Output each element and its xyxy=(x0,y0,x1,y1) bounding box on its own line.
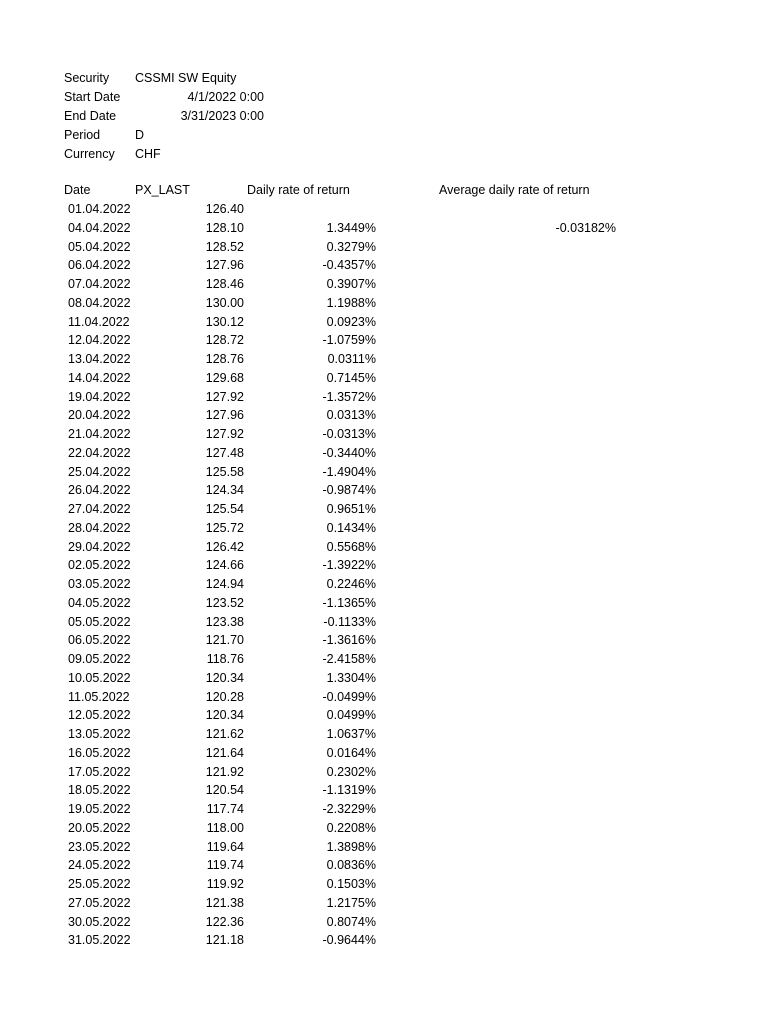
daily-return-cell: -1.3616% xyxy=(322,633,376,648)
px-last-cell: 123.38 xyxy=(205,614,244,629)
date-cell: 21.04.2022 xyxy=(68,427,131,441)
table-row xyxy=(0,238,768,257)
date-cell: 19.05.2022 xyxy=(68,802,131,816)
daily-return-cell: -0.4357% xyxy=(322,258,376,273)
table-row xyxy=(0,406,768,425)
table-row xyxy=(0,331,768,350)
daily-return-cell: -1.1365% xyxy=(322,595,376,610)
date-cell: 02.05.2022 xyxy=(68,558,131,573)
date-cell: 20.05.2022 xyxy=(68,820,131,835)
daily-return-cell: -1.0759% xyxy=(322,333,376,348)
px-last-cell: 121.70 xyxy=(205,633,244,648)
px-last-cell: 127.92 xyxy=(205,427,244,441)
start-date-value: 4/1/2022 0:00 xyxy=(187,90,264,104)
daily-return-cell: -1.3922% xyxy=(322,558,376,573)
date-cell: 09.05.2022 xyxy=(68,652,131,666)
table-row xyxy=(0,669,768,688)
security-row xyxy=(64,69,264,88)
date-cell: 25.05.2022 xyxy=(68,877,131,891)
px-last-cell: 124.66 xyxy=(205,558,244,573)
px-last-cell: 125.58 xyxy=(205,464,244,479)
table-row xyxy=(0,875,768,894)
daily-return-cell: -0.1133% xyxy=(323,614,376,629)
date-cell: 14.04.2022 xyxy=(68,370,131,385)
date-cell: 04.04.2022 xyxy=(68,220,131,235)
date-cell: 30.05.2022 xyxy=(68,914,131,929)
table-row xyxy=(0,556,768,575)
daily-return-cell: 0.1434% xyxy=(326,520,376,535)
table-row xyxy=(0,313,768,332)
date-cell: 19.04.2022 xyxy=(68,389,131,404)
date-cell: 06.05.2022 xyxy=(68,633,131,648)
daily-return-cell: 0.2246% xyxy=(326,577,376,591)
table-row xyxy=(0,650,768,669)
date-cell: 03.05.2022 xyxy=(68,577,131,591)
px-last-cell: 127.96 xyxy=(205,258,244,273)
date-cell: 01.04.2022 xyxy=(68,202,131,216)
table-row xyxy=(0,744,768,763)
px-last-cell: 128.76 xyxy=(205,352,244,366)
currency-label: Currency xyxy=(64,147,115,161)
date-cell: 12.05.2022 xyxy=(68,708,131,723)
px-last-cell: 118.00 xyxy=(206,820,244,835)
header-average-return: Average daily rate of return xyxy=(439,183,590,197)
table-row xyxy=(0,838,768,857)
date-cell: 20.04.2022 xyxy=(68,408,131,423)
table-row xyxy=(0,763,768,782)
px-last-cell: 128.46 xyxy=(205,277,244,291)
table-row xyxy=(0,350,768,369)
daily-return-cell: 0.0164% xyxy=(326,745,376,760)
end-date-value: 3/31/2023 0:00 xyxy=(180,109,264,123)
px-last-cell: 124.94 xyxy=(205,577,244,591)
daily-return-cell: 1.3304% xyxy=(326,670,376,685)
period-value: D xyxy=(135,128,145,142)
table-row xyxy=(0,800,768,819)
daily-return-cell: 0.2208% xyxy=(326,820,376,835)
date-cell: 28.04.2022 xyxy=(68,520,131,535)
table-row xyxy=(0,613,768,632)
px-last-cell: 130.00 xyxy=(205,295,244,310)
daily-return-cell: -1.4904% xyxy=(322,464,376,479)
table-row xyxy=(0,594,768,613)
px-last-cell: 127.92 xyxy=(205,389,244,404)
px-last-cell: 120.34 xyxy=(205,670,244,685)
table-row xyxy=(0,688,768,707)
currency-value: CHF xyxy=(135,147,161,161)
daily-return-cell: 0.1503% xyxy=(326,877,376,891)
px-last-cell: 120.54 xyxy=(205,783,244,798)
security-value: CSSMI SW Equity xyxy=(135,71,237,85)
daily-return-cell: -2.4158% xyxy=(322,652,376,666)
daily-return-cell: 0.2302% xyxy=(326,764,376,779)
daily-return-cell: 0.0311% xyxy=(327,352,376,366)
date-cell: 12.04.2022 xyxy=(68,333,131,348)
daily-return-cell: 1.2175% xyxy=(326,895,376,910)
table-row xyxy=(0,538,768,557)
px-last-cell: 121.38 xyxy=(205,895,244,910)
table-row xyxy=(0,725,768,744)
date-cell: 07.04.2022 xyxy=(68,277,131,291)
header-daily-return: Daily rate of return xyxy=(247,183,350,197)
daily-return-cell: 1.3898% xyxy=(326,839,376,854)
table-header xyxy=(64,181,664,200)
date-cell: 04.05.2022 xyxy=(68,595,131,610)
security-label: Security xyxy=(64,71,110,85)
header-date: Date xyxy=(64,183,91,197)
table-row xyxy=(0,500,768,519)
date-cell: 24.05.2022 xyxy=(68,858,131,873)
px-last-cell: 130.12 xyxy=(205,314,244,329)
average-return-cell: -0.03182% xyxy=(555,220,616,235)
date-cell: 13.05.2022 xyxy=(68,727,131,741)
table-row xyxy=(0,856,768,875)
table-row xyxy=(0,219,768,238)
period-label: Period xyxy=(64,128,101,142)
date-cell: 18.05.2022 xyxy=(68,783,131,798)
end-date-label: End Date xyxy=(64,109,117,123)
daily-return-cell: -0.9874% xyxy=(322,483,376,498)
px-last-cell: 119.92 xyxy=(206,877,244,891)
px-last-cell: 119.64 xyxy=(206,839,244,854)
table-row xyxy=(0,913,768,932)
daily-return-cell: 0.0923% xyxy=(326,314,376,329)
px-last-cell: 121.92 xyxy=(205,764,244,779)
daily-return-cell: 1.3449% xyxy=(326,220,376,235)
table-row xyxy=(0,294,768,313)
px-last-cell: 129.68 xyxy=(205,370,244,385)
table-row xyxy=(0,894,768,913)
daily-return-cell: -0.0499% xyxy=(322,689,376,704)
px-last-cell: 119.74 xyxy=(206,858,244,873)
table-row xyxy=(0,519,768,538)
px-last-cell: 121.18 xyxy=(205,933,244,948)
daily-return-cell: 0.5568% xyxy=(326,539,376,554)
table-row xyxy=(0,575,768,594)
date-cell: 13.04.2022 xyxy=(68,352,131,366)
table-row xyxy=(0,781,768,800)
start-date-label: Start Date xyxy=(64,90,121,104)
daily-return-cell: 0.0313% xyxy=(326,408,376,423)
px-last-cell: 120.28 xyxy=(205,689,244,704)
px-last-cell: 125.72 xyxy=(205,520,244,535)
daily-return-cell: -1.1319% xyxy=(322,783,376,798)
header-px-last: PX_LAST xyxy=(135,183,190,197)
px-last-cell: 122.36 xyxy=(205,914,244,929)
date-cell: 31.05.2022 xyxy=(68,933,131,948)
px-last-cell: 117.74 xyxy=(206,802,244,816)
date-cell: 08.04.2022 xyxy=(68,295,131,310)
price-table xyxy=(0,200,768,950)
daily-return-cell: 0.3279% xyxy=(326,239,376,254)
end-date-row xyxy=(64,107,264,126)
px-last-cell: 121.64 xyxy=(205,745,244,760)
px-last-cell: 121.62 xyxy=(205,727,244,741)
daily-return-cell: -2.3229% xyxy=(322,802,376,816)
date-cell: 27.05.2022 xyxy=(68,895,131,910)
date-cell: 11.05.2022 xyxy=(68,689,130,704)
currency-row xyxy=(64,145,264,164)
start-date-row xyxy=(64,88,264,107)
px-last-cell: 126.42 xyxy=(205,539,244,554)
table-row xyxy=(0,388,768,407)
daily-return-cell: -1.3572% xyxy=(322,389,376,404)
px-last-cell: 126.40 xyxy=(205,202,244,216)
table-row xyxy=(0,481,768,500)
date-cell: 17.05.2022 xyxy=(68,764,131,779)
date-cell: 27.04.2022 xyxy=(68,502,131,516)
date-cell: 05.05.2022 xyxy=(68,614,131,629)
table-row xyxy=(0,706,768,725)
date-cell: 29.04.2022 xyxy=(68,539,131,554)
px-last-cell: 128.10 xyxy=(205,220,244,235)
daily-return-cell: 1.1988% xyxy=(326,295,376,310)
px-last-cell: 125.54 xyxy=(205,502,244,516)
security-metadata xyxy=(64,69,264,164)
px-last-cell: 124.34 xyxy=(205,483,244,498)
date-cell: 26.04.2022 xyxy=(68,483,131,498)
px-last-cell: 127.96 xyxy=(205,408,244,423)
px-last-cell: 128.52 xyxy=(205,239,244,254)
daily-return-cell: 0.0836% xyxy=(326,858,376,873)
px-last-cell: 118.76 xyxy=(206,652,244,666)
daily-return-cell: 0.3907% xyxy=(326,277,376,291)
table-row xyxy=(0,425,768,444)
daily-return-cell: 0.0499% xyxy=(326,708,376,723)
table-row xyxy=(0,444,768,463)
table-row xyxy=(0,819,768,838)
date-cell: 11.04.2022 xyxy=(68,314,130,329)
date-cell: 16.05.2022 xyxy=(68,745,131,760)
table-row xyxy=(0,631,768,650)
table-row xyxy=(0,256,768,275)
daily-return-cell: -0.3440% xyxy=(322,445,376,460)
daily-return-cell: 0.9651% xyxy=(326,502,376,516)
daily-return-cell: 1.0637% xyxy=(326,727,376,741)
date-cell: 25.04.2022 xyxy=(68,464,131,479)
date-cell: 05.04.2022 xyxy=(68,239,131,254)
daily-return-cell: 0.7145% xyxy=(326,370,376,385)
date-cell: 06.04.2022 xyxy=(68,258,131,273)
date-cell: 10.05.2022 xyxy=(68,670,131,685)
daily-return-cell: -0.9644% xyxy=(322,933,376,948)
px-last-cell: 127.48 xyxy=(205,445,244,460)
date-cell: 22.04.2022 xyxy=(68,445,131,460)
period-row xyxy=(64,126,264,145)
table-row xyxy=(0,275,768,294)
daily-return-cell: -0.0313% xyxy=(322,427,376,441)
px-last-cell: 120.34 xyxy=(205,708,244,723)
table-row xyxy=(0,200,768,219)
daily-return-cell: 0.8074% xyxy=(326,914,376,929)
px-last-cell: 128.72 xyxy=(205,333,244,348)
table-row xyxy=(0,931,768,950)
date-cell: 23.05.2022 xyxy=(68,839,131,854)
px-last-cell: 123.52 xyxy=(205,595,244,610)
table-row xyxy=(0,463,768,482)
table-row xyxy=(0,369,768,388)
